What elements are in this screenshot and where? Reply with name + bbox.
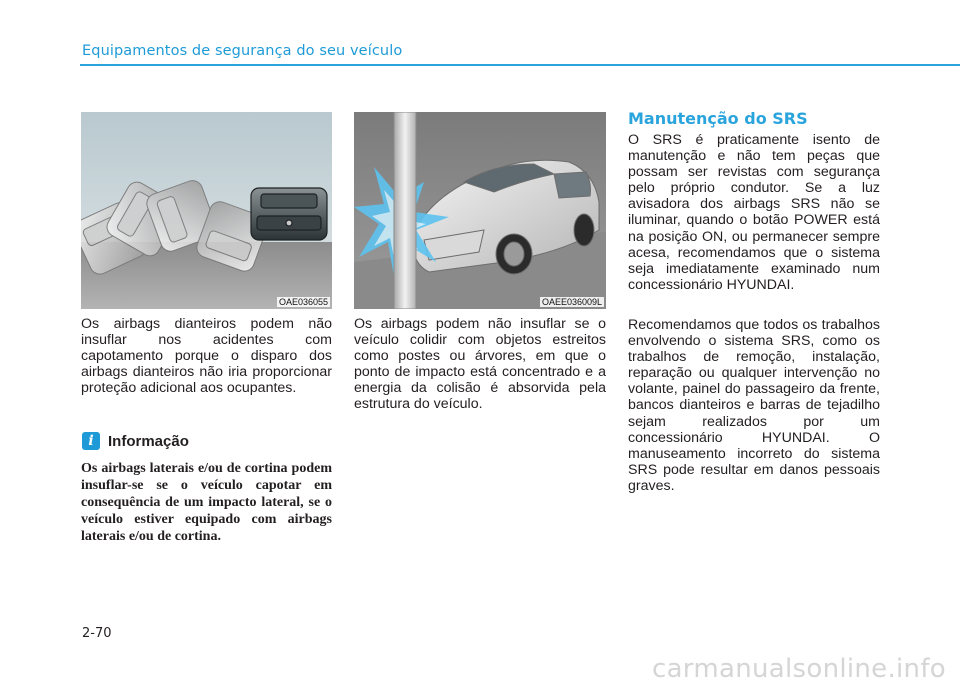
rollover-paragraph: Os airbags dianteiros podem não insuflar nos acidentes com capotamento porque o disparo dos airbags dianteiros não iria proporcionar proteção adicional aos ocupantes. (81, 316, 332, 397)
info-icon: i (82, 432, 100, 450)
pole (394, 112, 416, 309)
srs-paragraph-1: O SRS é praticamente isento de manutenção e não tem peças que possam ser revistas com segurança pelo próprio condutor. Se a luz avisadora dos airbags SRS não se iluminar, quando o botão POWER está na posição ON, ou permanecer sempre acesa, recomendamos que o sistema seja imediatamente examinado num concessionário HYUNDAI. (628, 132, 880, 293)
rollover-illustration (81, 112, 332, 309)
section-title: Manutenção do SRS (628, 109, 808, 128)
rollover-car-image (81, 112, 332, 309)
figure-code: OAE036055 (278, 297, 328, 307)
header-divider (80, 64, 960, 66)
info-title: Informação (108, 432, 189, 450)
srs-paragraph-2: Recomendamos que todos os trabalhos envolvendo o sistema SRS, como os trabalhos de remoção, instalação, reparação ou qualquer intervenção no volante, painel do passageiro da frente, bancos dianteiros e barras de tejadilho sejam realizados por um concessionário HYUNDAI. O manuseamento incorreto do sistema SRS pode resultar em danos pessoais graves. (628, 317, 880, 494)
page-number: 2-70 (82, 626, 112, 641)
pole-paragraph: Os airbags podem não insuflar se o veículo colidir com objetos estreitos como postes ou árvores, em que o ponto de impacto está concentrado e a energia da colisão é absorvida pela estrutura do veículo. (354, 316, 606, 413)
pole-impact-illustration (354, 112, 606, 309)
pole-impact-image (354, 112, 606, 309)
header-title: Equipamentos de segurança do seu veículo (82, 43, 403, 59)
final-position-car (251, 188, 327, 240)
info-heading (82, 432, 189, 450)
figure-code: OAEE036009L (541, 297, 602, 307)
watermark: carmanualsonline.info (651, 654, 946, 684)
info-text: Os airbags laterais e/ou de cortina podem insuflar-se se o veículo capotar em consequência de um impacto lateral, se o veículo estiver equipado com airbags laterais e/ou de cortina. (81, 461, 332, 544)
